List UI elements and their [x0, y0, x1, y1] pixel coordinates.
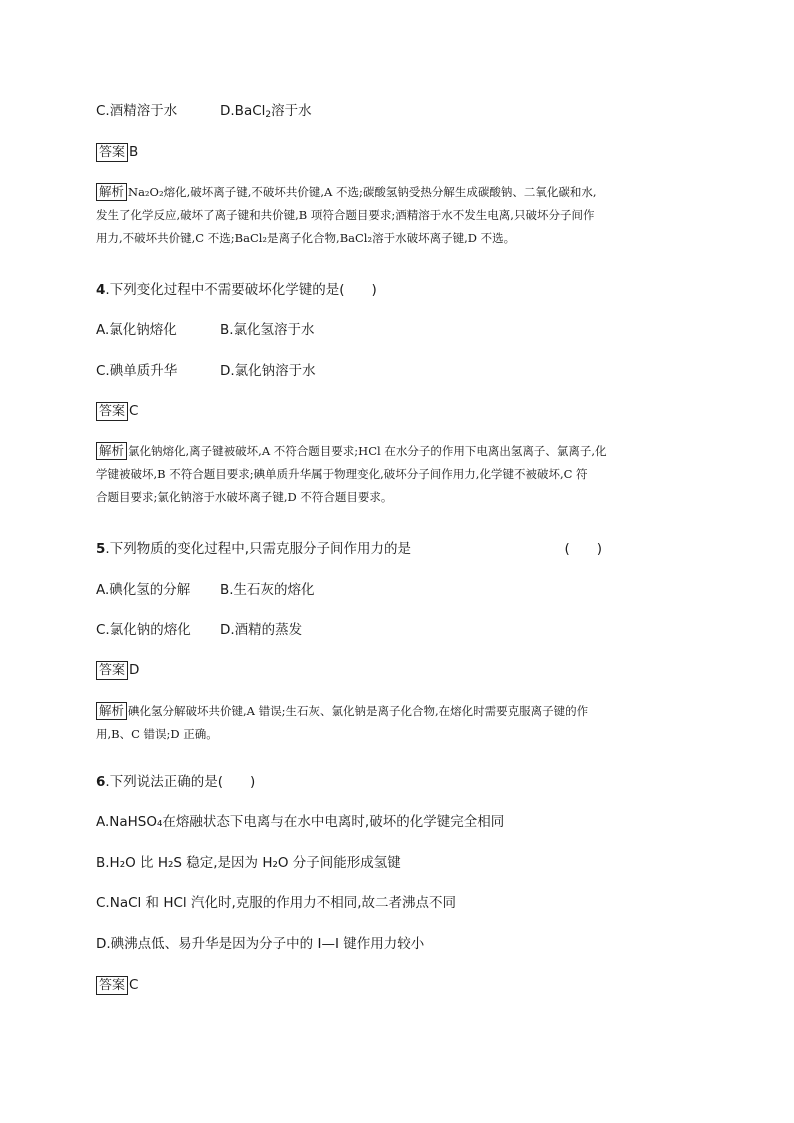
q3-option-c: C.酒精溶于水 — [96, 103, 178, 119]
q5-option-a: A.碘化氢的分解 — [96, 582, 191, 598]
q3-options-row-2 — [96, 101, 312, 121]
explanation-label: 解析 — [96, 442, 127, 460]
q4-options-row-1 — [96, 320, 315, 340]
q6-answer-value: C — [129, 977, 139, 993]
q5-number: 5 — [96, 541, 106, 557]
q5-stem — [96, 539, 698, 559]
q3-answer-value: B — [129, 144, 139, 160]
q4-answer — [96, 401, 138, 421]
q5-expl-text-1: 碘化氢分解破坏共价键,A 错误;生石灰、氯化钠是离子化合物,在熔化时需要克服离子键的作 — [128, 704, 589, 718]
q6-option-d: D.碘沸点低、易升华是因为分子中的 I—I 键作用力较小 — [96, 936, 425, 952]
q3-option-d — [220, 101, 312, 121]
q6-option-b: B.H₂O 比 H₂S 稳定,是因为 H₂O 分子间能形成氢键 — [96, 855, 401, 871]
q4-expl-line-1 — [96, 440, 700, 463]
answer-label: 答案 — [96, 402, 128, 421]
q4-options-row-2 — [96, 361, 316, 381]
q4-option-d: D.氯化钠溶于水 — [220, 363, 316, 379]
q5-stem-text: .下列物质的变化过程中,只需克服分子间作用力的是 — [105, 541, 411, 557]
q4-expl-line-2: 学键被破坏,B 不符合题目要求;碘单质升华属于物理变化,破坏分子间作用力,化学键不被破坏,C 符 — [96, 467, 588, 481]
q5-option-b: B.生石灰的熔化 — [220, 582, 315, 598]
explanation-label: 解析 — [96, 183, 127, 201]
q4-expl-line-3: 合题目要求;氯化钠溶于水破坏离子键,D 不符合题目要求。 — [96, 490, 393, 504]
q4-option-a: A.氯化钠熔化 — [96, 322, 177, 338]
q3-expl-text-1: Na₂O₂熔化,破坏离子键,不破坏共价键,A 不选;碳酸氢钠受热分解生成碳酸钠、二氧化碳和水, — [128, 185, 597, 199]
q3-expl-line-2: 发生了化学反应,破坏了离子键和共价键,B 项符合题目要求;酒精溶于水不发生电离,只破坏分子间作 — [96, 208, 595, 222]
q5-expl-line-1 — [96, 700, 700, 723]
q3-explanation — [96, 181, 700, 250]
q6-answer — [96, 975, 138, 995]
q4-explanation — [96, 440, 700, 509]
answer-label: 答案 — [96, 143, 128, 162]
q5-answer — [96, 660, 139, 680]
answer-label: 答案 — [96, 661, 128, 680]
q4-option-c: C.碘单质升华 — [96, 363, 178, 379]
q6-number: 6 — [96, 774, 106, 790]
q5-options-row-1 — [96, 580, 315, 600]
q6-option-c: C.NaCl 和 HCl 汽化时,克服的作用力不相同,故二者沸点不同 — [96, 895, 457, 911]
explanation-label: 解析 — [96, 702, 127, 720]
q6-option-a: A.NaHSO₄在熔融状态下电离与在水中电离时,破坏的化学键完全相同 — [96, 814, 505, 830]
q5-answer-value: D — [129, 662, 140, 678]
q5-explanation — [96, 700, 700, 746]
q3-option-d-text: D.BaCl — [220, 103, 266, 119]
q6-stem-text: .下列说法正确的是( ) — [105, 774, 256, 790]
answer-label: 答案 — [96, 976, 128, 995]
q3-expl-line-1 — [96, 181, 700, 204]
q3-option-d-subscript: 2 — [265, 110, 272, 120]
q5-option-d: D.酒精的蒸发 — [220, 622, 303, 638]
q4-number: 4 — [96, 282, 106, 298]
q4-option-b: B.氯化氢溶于水 — [220, 322, 315, 338]
q5-expl-line-2: 用,B、C 错误;D 正确。 — [96, 727, 218, 741]
q3-expl-line-3: 用力,不破坏共价键,C 不选;BaCl₂是离子化合物,BaCl₂溶于水破坏离子键,D 不选。 — [96, 231, 516, 245]
q5-answer-blank: ( ) — [564, 541, 602, 557]
q3-answer — [96, 142, 138, 162]
q4-answer-value: C — [129, 403, 139, 419]
q5-options-row-2 — [96, 620, 302, 640]
q5-option-c: C.氯化钠的熔化 — [96, 622, 191, 638]
q3-option-d-text-end: 溶于水 — [271, 103, 312, 119]
q4-stem-text: .下列变化过程中不需要破坏化学键的是( ) — [105, 282, 377, 298]
q4-expl-text-1: 氯化钠熔化,离子键被破坏,A 不符合题目要求;HCl 在水分子的作用下电离出氢离子、氯离子,化 — [128, 444, 607, 458]
q4-stem — [96, 280, 377, 300]
q6-stem — [96, 772, 255, 792]
